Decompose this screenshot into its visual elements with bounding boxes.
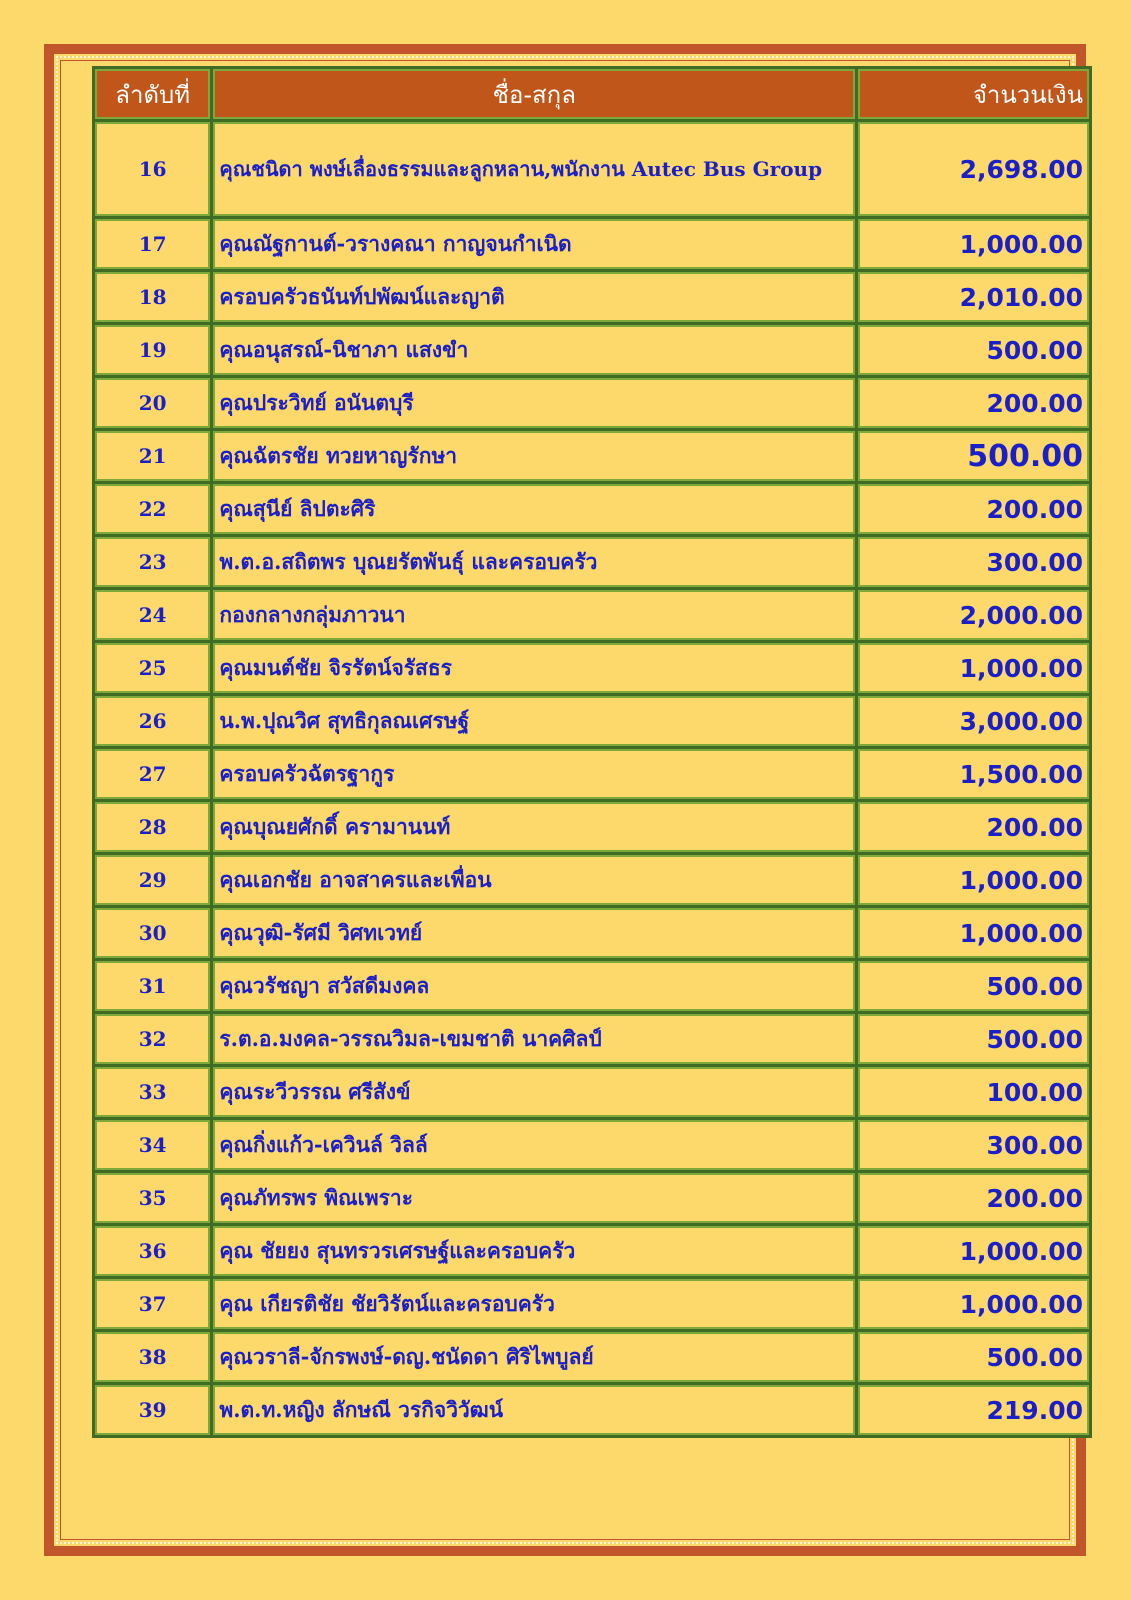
row-name: พ.ต.ท.หญิง ลักษณี วรกิจวิวัฒน์ xyxy=(213,1385,855,1435)
table-row xyxy=(95,325,1089,375)
donor-table xyxy=(92,66,1092,1438)
row-name: คุณมนต์ชัย จิรรัตน์จรัสธร xyxy=(213,643,855,693)
row-name: คุณระวีวรรณ ศรีสังข์ xyxy=(213,1067,855,1117)
table-row xyxy=(95,122,1089,216)
table-row xyxy=(95,431,1089,481)
row-name: คุณประวิทย์ อนันตบุรี xyxy=(213,378,855,428)
table-row xyxy=(95,1067,1089,1117)
row-seq: 16 xyxy=(95,122,210,216)
row-amount: 500.00 xyxy=(858,431,1089,481)
row-amount: 2,010.00 xyxy=(858,272,1089,322)
table-row xyxy=(95,1014,1089,1064)
row-seq: 32 xyxy=(95,1014,210,1064)
table-row xyxy=(95,961,1089,1011)
row-amount: 500.00 xyxy=(858,961,1089,1011)
row-amount: 1,000.00 xyxy=(858,219,1089,269)
row-name: คุณ ชัยยง สุนทรวรเศรษฐ์และครอบครัว xyxy=(213,1226,855,1276)
row-amount: 1,000.00 xyxy=(858,1226,1089,1276)
table-row xyxy=(95,378,1089,428)
row-seq: 19 xyxy=(95,325,210,375)
table-row xyxy=(95,590,1089,640)
row-name: คุณวุฒิ-รัศมี วิศทเวทย์ xyxy=(213,908,855,958)
table-row xyxy=(95,484,1089,534)
table-row xyxy=(95,272,1089,322)
row-amount: 500.00 xyxy=(858,1014,1089,1064)
row-seq: 23 xyxy=(95,537,210,587)
row-amount: 200.00 xyxy=(858,484,1089,534)
row-amount: 1,000.00 xyxy=(858,908,1089,958)
table-row xyxy=(95,1385,1089,1435)
row-name: คุณอนุสรณ์-นิชาภา แสงขำ xyxy=(213,325,855,375)
row-seq: 31 xyxy=(95,961,210,1011)
row-seq: 26 xyxy=(95,696,210,746)
row-amount: 500.00 xyxy=(858,325,1089,375)
row-name: คุณ เกียรติชัย ชัยวิรัตน์และครอบครัว xyxy=(213,1279,855,1329)
table-row xyxy=(95,749,1089,799)
row-seq: 27 xyxy=(95,749,210,799)
row-name: คุณสุนีย์ ลิปตะศิริ xyxy=(213,484,855,534)
row-amount: 200.00 xyxy=(858,378,1089,428)
row-name: คุณชนิดา พงษ์เลื่องธรรมและลูกหลาน,พนักงาน Autec Bus Group xyxy=(213,122,855,216)
table-row xyxy=(95,643,1089,693)
row-seq: 34 xyxy=(95,1120,210,1170)
row-amount: 500.00 xyxy=(858,1332,1089,1382)
row-name: น.พ.ปุณวิศ สุทธิกุลณเศรษฐ์ xyxy=(213,696,855,746)
row-seq: 28 xyxy=(95,802,210,852)
row-amount: 300.00 xyxy=(858,1120,1089,1170)
row-amount: 1,500.00 xyxy=(858,749,1089,799)
row-seq: 21 xyxy=(95,431,210,481)
table-row xyxy=(95,802,1089,852)
row-amount: 100.00 xyxy=(858,1067,1089,1117)
row-name: คุณวรัชญา สวัสดีมงคล xyxy=(213,961,855,1011)
header-name: ชื่อ-สกุล xyxy=(213,69,855,119)
table-header-row xyxy=(95,69,1089,119)
header-seq: ลำดับที่ xyxy=(95,69,210,119)
row-name: คุณณัฐกานต์-วรางคณา กาญจนกำเนิด xyxy=(213,219,855,269)
table-row xyxy=(95,696,1089,746)
row-amount: 300.00 xyxy=(858,537,1089,587)
row-seq: 29 xyxy=(95,855,210,905)
row-amount: 1,000.00 xyxy=(858,855,1089,905)
row-seq: 22 xyxy=(95,484,210,534)
table-row xyxy=(95,537,1089,587)
row-amount: 200.00 xyxy=(858,1173,1089,1223)
row-name: คุณบุณยศักดิ์ ครามานนท์ xyxy=(213,802,855,852)
row-seq: 36 xyxy=(95,1226,210,1276)
row-seq: 25 xyxy=(95,643,210,693)
row-seq: 20 xyxy=(95,378,210,428)
row-amount: 1,000.00 xyxy=(858,1279,1089,1329)
row-seq: 33 xyxy=(95,1067,210,1117)
row-name: คุณกิ่งแก้ว-เควินล์ วิลล์ xyxy=(213,1120,855,1170)
row-seq: 38 xyxy=(95,1332,210,1382)
table-row xyxy=(95,1332,1089,1382)
row-seq: 39 xyxy=(95,1385,210,1435)
row-amount: 2,698.00 xyxy=(858,122,1089,216)
row-amount: 1,000.00 xyxy=(858,643,1089,693)
table-row xyxy=(95,219,1089,269)
table-row xyxy=(95,908,1089,958)
row-seq: 37 xyxy=(95,1279,210,1329)
row-seq: 30 xyxy=(95,908,210,958)
row-name: คุณวราลี-จักรพงษ์-ดญ.ชนัดดา ศิริไพบูลย์ xyxy=(213,1332,855,1382)
table-row xyxy=(95,1120,1089,1170)
row-amount: 3,000.00 xyxy=(858,696,1089,746)
row-name: พ.ต.อ.สถิตพร บุณยรัตพันธุ์ และครอบครัว xyxy=(213,537,855,587)
row-name: กองกลางกลุ่มภาวนา xyxy=(213,590,855,640)
header-amount: จำนวนเงิน xyxy=(858,69,1089,119)
row-amount: 219.00 xyxy=(858,1385,1089,1435)
row-amount: 2,000.00 xyxy=(858,590,1089,640)
row-name: ครอบครัวฉัตรฐากูร xyxy=(213,749,855,799)
table-row xyxy=(95,855,1089,905)
row-seq: 18 xyxy=(95,272,210,322)
row-seq: 17 xyxy=(95,219,210,269)
row-seq: 24 xyxy=(95,590,210,640)
row-name: คุณภัทรพร พิณเพราะ xyxy=(213,1173,855,1223)
row-amount: 200.00 xyxy=(858,802,1089,852)
table-row xyxy=(95,1279,1089,1329)
table-row xyxy=(95,1226,1089,1276)
row-name: คุณเอกชัย อาจสาครและเพื่อน xyxy=(213,855,855,905)
row-name: ร.ต.อ.มงคล-วรรณวิมล-เขมชาติ นาคศิลป์ xyxy=(213,1014,855,1064)
decorative-border-frame xyxy=(44,44,1086,1556)
row-seq: 35 xyxy=(95,1173,210,1223)
row-name: ครอบครัวธนันท์ปพัฒน์และญาติ xyxy=(213,272,855,322)
row-name: คุณฉัตรชัย ทวยหาญรักษา xyxy=(213,431,855,481)
table-row xyxy=(95,1173,1089,1223)
